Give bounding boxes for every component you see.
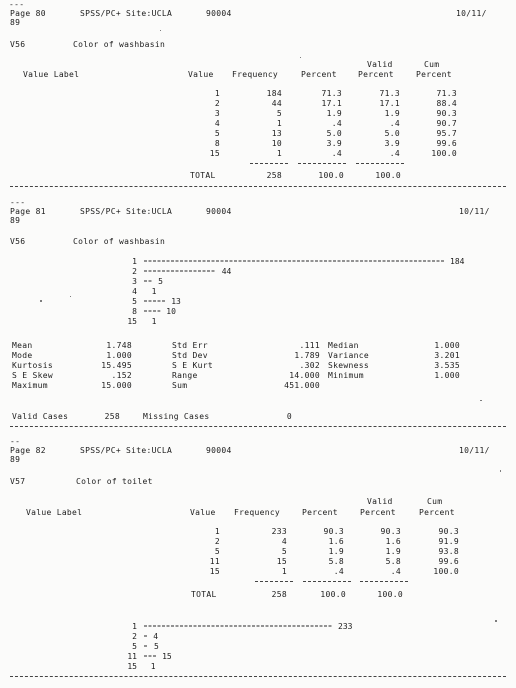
table-row-percent: 17.1 xyxy=(321,99,342,108)
stat-label: Range xyxy=(172,371,198,380)
scan-speck xyxy=(160,30,161,31)
page-date: 10/11/ xyxy=(459,446,490,455)
header-dashes: --- xyxy=(10,198,26,207)
header-cum-percent: Percent xyxy=(419,508,455,517)
table-row-cum: 93.8 xyxy=(438,547,459,556)
table-row-cum: 99.6 xyxy=(438,557,459,566)
table-row-percent: 90.3 xyxy=(323,527,344,536)
page-label: Page 81 xyxy=(10,207,46,216)
header-percent: Percent xyxy=(301,70,337,79)
variable-label: Color of washbasin xyxy=(73,40,166,49)
stat-value: 1.000 xyxy=(434,371,460,380)
table-row-frequency: 1 xyxy=(281,567,287,576)
table-row-cum: 99.6 xyxy=(436,139,457,148)
valid-cases-label: Valid Cases xyxy=(12,412,69,421)
table-row-percent: 5.8 xyxy=(328,557,344,566)
header-cum-percent: Percent xyxy=(416,70,452,79)
histogram-count-label: 233 xyxy=(338,622,353,631)
stat-value: 15.495 xyxy=(101,361,132,370)
variable-name: V56 xyxy=(10,237,26,246)
missing-cases-label: Missing Cases xyxy=(143,412,210,421)
site-code: 90004 xyxy=(206,207,232,216)
header-value-label: Value Label xyxy=(26,508,83,517)
missing-cases-value: 0 xyxy=(286,412,292,421)
table-row-frequency: 44 xyxy=(271,99,282,108)
stat-value: 1.000 xyxy=(434,341,460,350)
table-row-valid: 1.6 xyxy=(385,537,401,546)
system-label: SPSS/PC+ Site:UCLA xyxy=(80,9,173,18)
histogram-count-label: 15 xyxy=(162,652,172,661)
table-row-frequency: 4 xyxy=(281,537,287,546)
table-row-percent: 71.3 xyxy=(321,89,342,98)
stat-value: 14.000 xyxy=(289,371,320,380)
stat-label: S E Skew xyxy=(12,371,53,380)
scan-speck xyxy=(500,470,501,472)
stat-value: .152 xyxy=(111,371,132,380)
header-valid: Valid xyxy=(367,60,393,69)
stat-label: S E Kurt xyxy=(172,361,213,370)
stat-label: Minimum xyxy=(328,371,364,380)
site-code: 90004 xyxy=(206,446,232,455)
stat-value: 451.000 xyxy=(284,381,320,390)
table-row-valid: .4 xyxy=(390,567,401,576)
histogram-value-label: 8 xyxy=(132,307,137,316)
histogram-count-label: 10 xyxy=(166,307,176,316)
histogram-value-label: 1 xyxy=(132,257,137,266)
table-row-frequency: 233 xyxy=(271,527,287,536)
table-row-value: 2 xyxy=(214,99,220,108)
table-row-cum: 71.3 xyxy=(436,89,457,98)
histogram-value-label: 11 xyxy=(127,652,137,661)
table-row-valid: 1.9 xyxy=(384,109,400,118)
page-year: 89 xyxy=(10,216,21,225)
page-label: Page 80 xyxy=(10,9,46,18)
table-row-frequency: 10 xyxy=(271,139,282,148)
table-row-value: 1 xyxy=(214,527,220,536)
table-row-cum: 100.0 xyxy=(431,149,457,158)
histogram-count-label: 1 xyxy=(151,287,157,296)
scan-speck xyxy=(480,400,482,401)
scan-speck xyxy=(300,57,301,58)
header-percent: Percent xyxy=(302,508,338,517)
header-frequency: Frequency xyxy=(234,508,281,517)
table-row-value: 15 xyxy=(209,567,220,576)
stat-label: Std Dev xyxy=(172,351,208,360)
histogram-count-label: 4 xyxy=(153,632,159,641)
table-row-frequency: 5 xyxy=(281,547,287,556)
header-valid: Valid xyxy=(367,497,393,506)
table-row-percent: .4 xyxy=(333,567,344,576)
total-valid: 100.0 xyxy=(375,171,401,180)
table-row-percent: .4 xyxy=(331,119,342,128)
table-row-valid: 5.0 xyxy=(384,129,400,138)
page-year: 89 xyxy=(10,18,21,27)
page-date: 10/11/ xyxy=(456,9,487,18)
table-row-valid: 3.9 xyxy=(384,139,400,148)
stat-label: Median xyxy=(328,341,359,350)
header-cum: Cum xyxy=(427,497,443,506)
table-row-percent: 1.9 xyxy=(328,547,344,556)
stat-value: 15.000 xyxy=(101,381,132,390)
header-valid-percent: Percent xyxy=(358,70,394,79)
header-value: Value xyxy=(188,70,214,79)
table-row-value: 1 xyxy=(214,89,220,98)
table-row-frequency: 1 xyxy=(276,149,282,158)
stat-value: .302 xyxy=(299,361,320,370)
table-row-cum: 90.3 xyxy=(436,109,457,118)
stat-label: Skewness xyxy=(328,361,369,370)
variable-label: Color of toilet xyxy=(76,477,153,486)
histogram-value-label: 3 xyxy=(132,277,137,286)
table-row-percent: .4 xyxy=(331,149,342,158)
stat-value: 3.535 xyxy=(434,361,460,370)
histogram-count-label: 184 xyxy=(450,257,465,266)
stat-label: Variance xyxy=(328,351,369,360)
table-row-valid: .4 xyxy=(389,149,400,158)
header-dashes: -- xyxy=(10,437,21,446)
scan-speck xyxy=(495,620,497,622)
stat-label: Std Err xyxy=(172,341,208,350)
stat-label: Sum xyxy=(172,381,188,390)
total-percent: 100.0 xyxy=(320,590,346,599)
table-row-valid: .4 xyxy=(389,119,400,128)
system-label: SPSS/PC+ Site:UCLA xyxy=(80,446,173,455)
histogram-value-label: 4 xyxy=(132,287,137,296)
valid-cases-value: 258 xyxy=(104,412,120,421)
histogram-value-label: 1 xyxy=(132,622,137,631)
histogram-value-label: 2 xyxy=(132,632,137,641)
system-label: SPSS/PC+ Site:UCLA xyxy=(80,207,173,216)
histogram-count-label: 13 xyxy=(171,297,181,306)
header-valid-percent: Percent xyxy=(360,508,396,517)
table-row-valid: 1.9 xyxy=(385,547,401,556)
variable-label: Color of washbasin xyxy=(73,237,166,246)
histogram-value-label: 5 xyxy=(132,642,137,651)
histogram-value-label: 2 xyxy=(132,267,137,276)
table-row-percent: 5.0 xyxy=(326,129,342,138)
stat-label: Mode xyxy=(12,351,33,360)
table-row-value: 5 xyxy=(214,547,220,556)
table-row-valid: 5.8 xyxy=(385,557,401,566)
table-row-frequency: 1 xyxy=(276,119,282,128)
histogram-count-label: 44 xyxy=(221,267,232,276)
total-label: TOTAL xyxy=(191,590,217,599)
scan-speck xyxy=(70,296,71,297)
table-row-cum: 91.9 xyxy=(438,537,459,546)
table-row-cum: 95.7 xyxy=(436,129,457,138)
table-row-percent: 3.9 xyxy=(326,139,342,148)
header-value: Value xyxy=(190,508,216,517)
table-row-frequency: 184 xyxy=(266,89,282,98)
histogram-value-label: 15 xyxy=(127,662,137,671)
header-dashes: --- xyxy=(9,0,25,9)
table-row-cum: 90.7 xyxy=(436,119,457,128)
table-row-valid: 71.3 xyxy=(379,89,400,98)
histogram-value-label: 15 xyxy=(127,317,137,326)
stat-value: 1.748 xyxy=(106,341,132,350)
stat-value: .111 xyxy=(299,341,320,350)
page-year: 89 xyxy=(10,455,21,464)
histogram-count-label: 1 xyxy=(150,662,156,671)
header-frequency: Frequency xyxy=(232,70,279,79)
page-separator xyxy=(10,676,506,677)
histogram-count-label: 5 xyxy=(154,642,159,651)
total-percent: 100.0 xyxy=(318,171,344,180)
table-row-cum: 100.0 xyxy=(433,567,459,576)
stat-label: Kurtosis xyxy=(12,361,53,370)
stat-value: 1.789 xyxy=(294,351,320,360)
table-row-value: 2 xyxy=(214,537,220,546)
table-row-value: 15 xyxy=(209,149,220,158)
stat-label: Mean xyxy=(12,341,33,350)
table-row-valid: 90.3 xyxy=(380,527,401,536)
page-date: 10/11/ xyxy=(459,207,490,216)
page-label: Page 82 xyxy=(10,446,46,455)
stat-value: 1.000 xyxy=(106,351,132,360)
table-row-value: 4 xyxy=(214,119,220,128)
histogram-count-label: 5 xyxy=(158,277,163,286)
scan-speck xyxy=(40,300,42,302)
histogram-value-label: 5 xyxy=(132,297,137,306)
table-row-cum: 88.4 xyxy=(436,99,457,108)
table-row-cum: 90.3 xyxy=(438,527,459,536)
table-row-frequency: 13 xyxy=(271,129,282,138)
stat-label: Maximum xyxy=(12,381,48,390)
header-value-label: Value Label xyxy=(23,70,80,79)
table-row-value: 11 xyxy=(209,557,220,566)
histogram-count-label: 1 xyxy=(151,317,157,326)
total-valid: 100.0 xyxy=(377,590,403,599)
total-label: TOTAL xyxy=(190,171,216,180)
total-frequency: 258 xyxy=(271,590,287,599)
variable-name: V57 xyxy=(10,477,26,486)
stat-value: 3.201 xyxy=(434,351,460,360)
table-row-percent: 1.9 xyxy=(326,109,342,118)
table-row-value: 8 xyxy=(214,139,220,148)
table-row-frequency: 5 xyxy=(276,109,282,118)
table-row-percent: 1.6 xyxy=(328,537,344,546)
table-row-value: 5 xyxy=(214,129,220,138)
site-code: 90004 xyxy=(206,9,232,18)
table-row-valid: 17.1 xyxy=(379,99,400,108)
variable-name: V56 xyxy=(10,40,26,49)
table-row-frequency: 15 xyxy=(276,557,287,566)
table-row-value: 3 xyxy=(214,109,220,118)
total-frequency: 258 xyxy=(266,171,282,180)
header-cum: Cum xyxy=(424,60,440,69)
